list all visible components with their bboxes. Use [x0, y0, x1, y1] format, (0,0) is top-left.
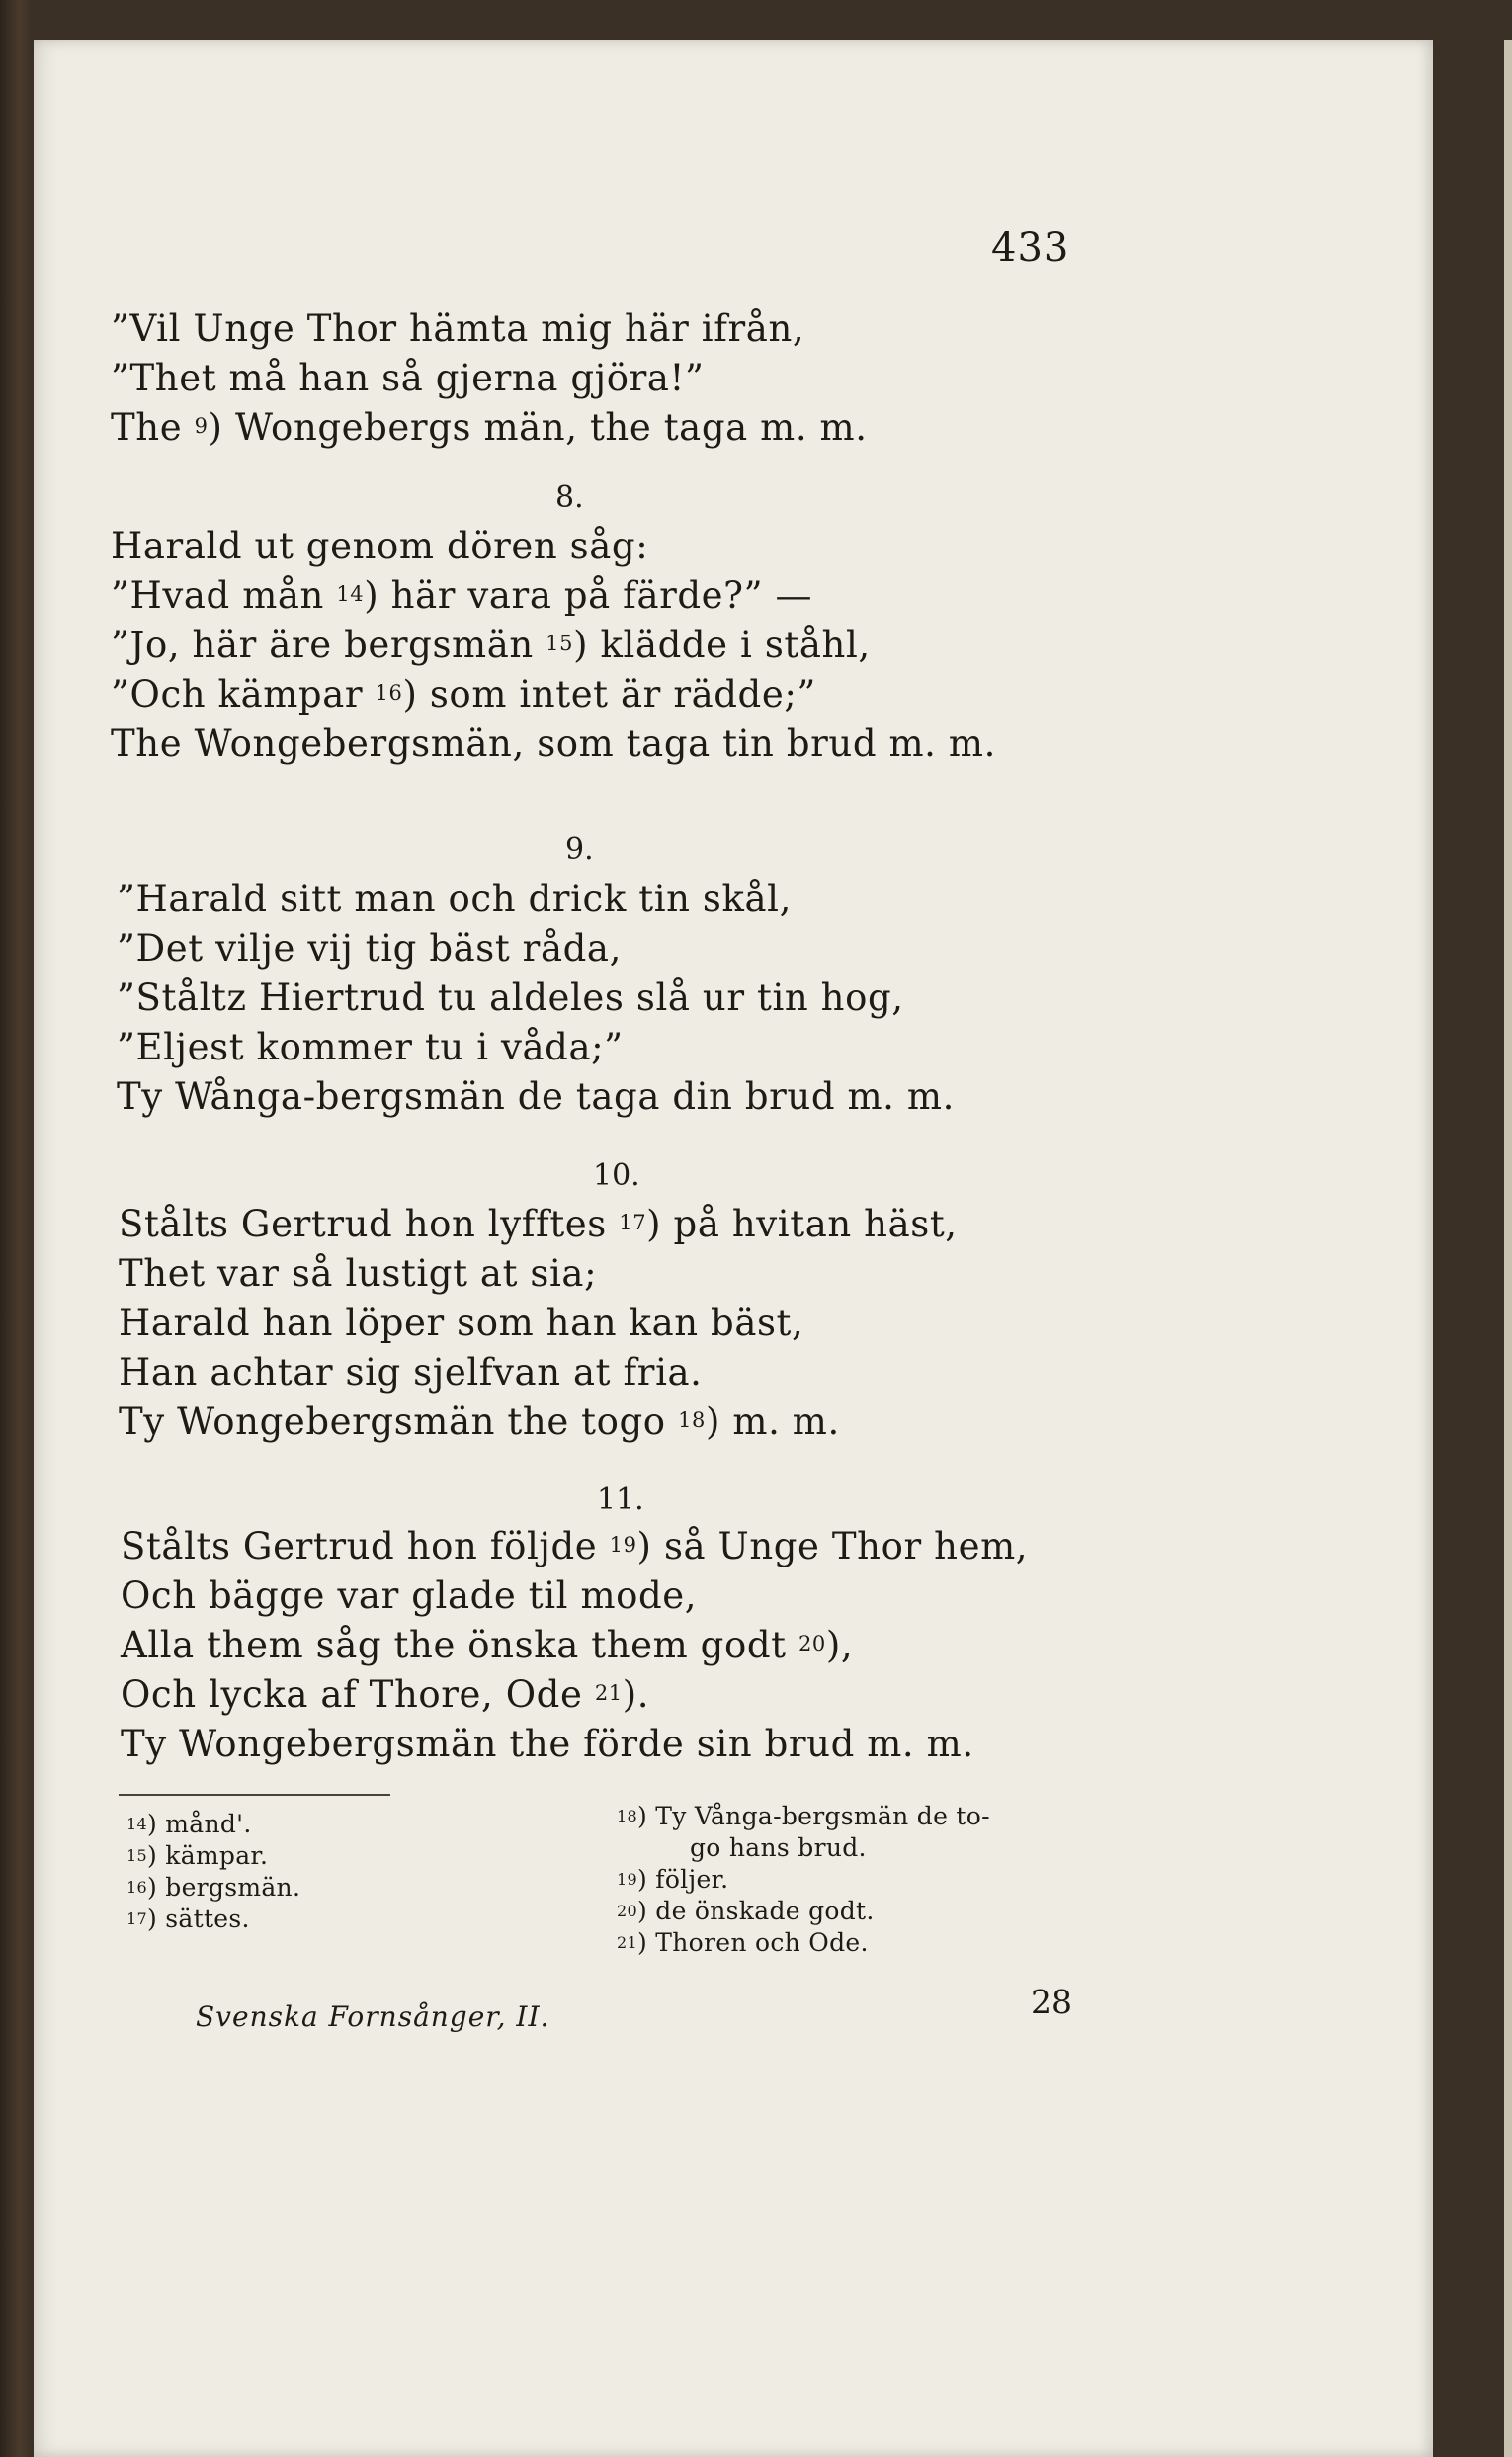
verse-line: [121, 1670, 1028, 1720]
verse-line: [111, 403, 868, 453]
verse-text: ) så Unge Thor hem,: [636, 1525, 1029, 1567]
footer-title: Svenska Fornsånger, II.: [196, 2000, 550, 2033]
verse-line: Ty Wånga-bergsmän de taga din brud m. m.: [117, 1075, 955, 1118]
footnote-mark: 14: [126, 1815, 147, 1833]
stanza-number: 8.: [555, 480, 584, 515]
footnote: [617, 1864, 990, 1896]
footnote-text: ) Thoren och Ode.: [636, 1928, 869, 1957]
page-edge: [1504, 40, 1512, 2457]
footnote-mark: 21: [617, 1933, 637, 1952]
footnote-mark: 15: [126, 1846, 147, 1865]
footnote: [126, 1904, 300, 1935]
footnote: [126, 1840, 300, 1872]
stanza: [117, 875, 955, 1122]
verse-text: ) klädde i ståhl,: [573, 624, 871, 666]
verse-line: ”Harald sitt man och drick tin skål,: [117, 878, 792, 920]
signature-mark: 28: [1031, 1983, 1072, 2021]
footnote-ref: 21: [594, 1681, 623, 1705]
footnote-ref: 14: [336, 582, 365, 606]
verse-text: ) här vara på färde?” —: [364, 574, 813, 617]
verse-line: [121, 1522, 1028, 1571]
footnote-mark: 20: [617, 1902, 637, 1920]
footnote-ref: 20: [798, 1632, 826, 1655]
footnote-text: ) bergsmän.: [146, 1873, 301, 1902]
footnote-ref: 9: [194, 414, 209, 438]
verse-line: [119, 1200, 958, 1249]
verse-text: ) m. m.: [705, 1400, 840, 1443]
footnote-mark: 16: [126, 1878, 147, 1897]
footnote-text: ) sättes.: [146, 1905, 250, 1933]
verse-text: Och lycka af Thore, Ode: [121, 1673, 595, 1716]
verse-line: ”Thet må han så gjerna gjöra!”: [111, 357, 705, 399]
stanza: [121, 1522, 1028, 1769]
footnote: [617, 1896, 990, 1927]
verse-line: [121, 1621, 1028, 1670]
verse-line: [119, 1398, 958, 1447]
verse-line: Harald han löper som han kan bäst,: [119, 1302, 804, 1344]
footnote: [617, 1927, 990, 1959]
verse-line: Ty Wongebergsmän the förde sin brud m. m.: [121, 1723, 974, 1765]
footnote-ref: 19: [609, 1533, 637, 1557]
verse-line: [111, 621, 996, 670]
verse-line: [111, 670, 996, 720]
verse-text: ”Och kämpar: [111, 673, 376, 716]
verse-text: ) som intet är rädde;”: [402, 673, 816, 716]
footnote-mark: 19: [617, 1870, 637, 1889]
stanza: [119, 1200, 958, 1447]
footnote-text: ) månd'.: [146, 1810, 252, 1838]
footnote-text: go hans brud.: [690, 1833, 867, 1862]
footnote-text: ) kämpar.: [146, 1841, 269, 1870]
verse-text: ).: [622, 1673, 650, 1716]
verse-text: Stålts Gertrud hon följde: [121, 1525, 610, 1567]
stanza: [111, 304, 868, 453]
verse-text: The: [111, 406, 195, 449]
verse-line: ”Det vilje vij tig bäst råda,: [117, 927, 622, 970]
footnotes-right: [617, 1801, 990, 1959]
verse-text: ”Jo, här äre bergsmän: [111, 624, 546, 666]
verse-line: The Wongebergsmän, som taga tin brud m. m.: [111, 722, 996, 765]
verse-text: ”Hvad mån: [111, 574, 337, 617]
footnote: [126, 1872, 300, 1904]
footnote-mark: 18: [617, 1807, 637, 1825]
verse-line: Thet var så lustigt at sia;: [119, 1252, 598, 1295]
stanza-number: 9.: [565, 832, 594, 867]
verse-text: Stålts Gertrud hon lyfftes: [119, 1203, 620, 1245]
verse-line: [111, 571, 996, 621]
verse-text: ) Wongebergs män, the taga m. m.: [208, 406, 868, 449]
verse-line: Och bägge var glade til mode,: [121, 1574, 698, 1617]
footnote: [126, 1809, 300, 1840]
footnote-ref: 17: [619, 1211, 647, 1234]
footnote: [617, 1801, 990, 1832]
footnote-rule: [119, 1794, 390, 1796]
page-number: 433: [991, 225, 1070, 271]
verse-line: Harald ut genom dören såg:: [111, 525, 649, 567]
footnote-ref: 18: [678, 1408, 706, 1432]
footnote: [617, 1832, 990, 1864]
verse-line: ”Ståltz Hiertrud tu aldeles slå ur tin hog,: [117, 976, 904, 1019]
verse-text: ),: [825, 1624, 854, 1666]
verse-line: Han achtar sig sjelfvan at fria.: [119, 1351, 703, 1394]
stanza-number: 11.: [597, 1483, 644, 1517]
stanza-number: 10.: [593, 1158, 640, 1193]
verse-line: ”Eljest kommer tu i våda;”: [117, 1026, 624, 1068]
footnote-ref: 15: [546, 632, 574, 655]
stanza: [111, 522, 996, 769]
footnote-ref: 16: [375, 681, 403, 705]
verse-line: ”Vil Unge Thor hämta mig här ifrån,: [111, 307, 805, 350]
footnote-text: ) de önskade godt.: [636, 1897, 875, 1925]
footnote-mark: 17: [126, 1909, 147, 1928]
verse-text: Alla them såg the önska them godt: [121, 1624, 798, 1666]
footnote-text: ) Ty Vånga-bergsmän de to-: [636, 1802, 990, 1830]
footnote-text: ) följer.: [636, 1865, 729, 1894]
verse-text: Ty Wongebergsmän the togo: [119, 1400, 679, 1443]
verse-text: ) på hvitan häst,: [646, 1203, 958, 1245]
footnotes-left: [126, 1809, 300, 1935]
